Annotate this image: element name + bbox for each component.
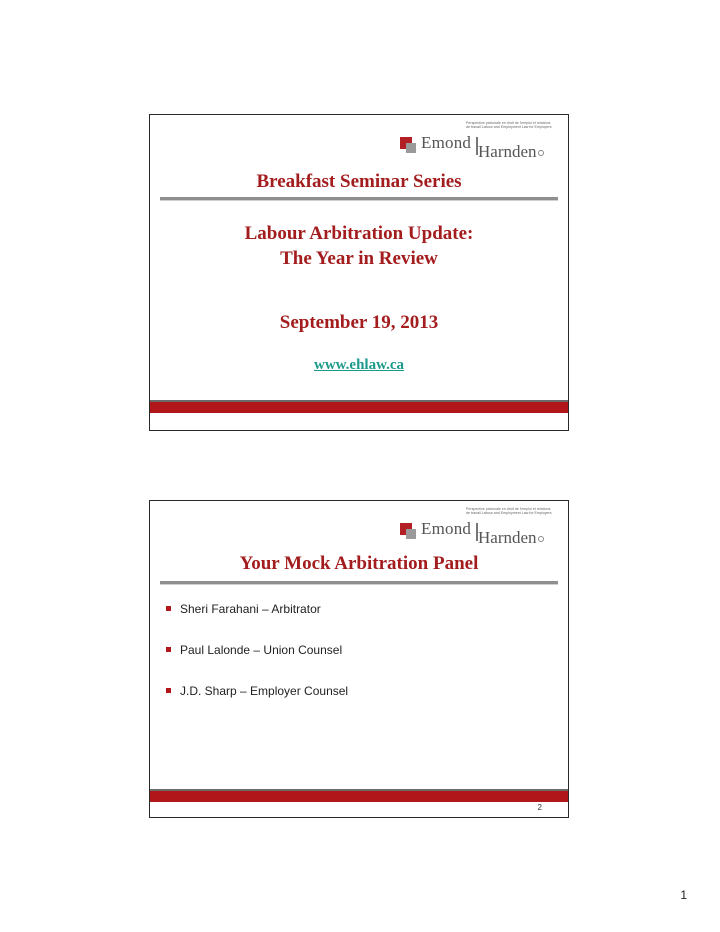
logo-word-emond: Emond	[421, 133, 472, 152]
slide-title: Your Mock Arbitration Panel	[239, 553, 479, 574]
series-title: Breakfast Seminar Series	[256, 171, 462, 192]
list-item	[166, 680, 348, 721]
logo-trademark-icon	[538, 150, 544, 156]
list-item	[166, 639, 348, 680]
slide-1	[149, 114, 569, 431]
list-item-text: Sheri Farahani – Arbitrator	[180, 602, 321, 616]
page-number: 1	[680, 888, 687, 902]
list-item-text: Paul Lalonde – Union Counsel	[180, 643, 343, 657]
logo-word-harnden: Harnden	[478, 528, 537, 547]
title-rule	[160, 197, 558, 201]
logo-tagline: Perspective patronale en droit de l'emploi et relations de travail Labour and Employment Law for Employers	[466, 121, 552, 130]
logo-trademark-icon	[538, 536, 544, 542]
logo-word-harnden: Harnden	[478, 142, 537, 161]
bullet-square-icon	[166, 606, 171, 611]
seminar-date: September 19, 2013	[279, 312, 439, 333]
slide-number: 2	[537, 803, 542, 812]
footer-band	[150, 791, 568, 802]
logo-grey-square	[406, 143, 416, 153]
logo-grey-square	[406, 529, 416, 539]
slide-2	[149, 500, 569, 818]
logo-word-emond: Emond	[421, 519, 472, 538]
panel-list	[166, 598, 348, 721]
bullet-square-icon	[166, 688, 171, 693]
slide-title-line-1: Labour Arbitration Update:	[244, 223, 474, 244]
bullet-square-icon	[166, 647, 171, 652]
slide-title-line-2: The Year in Review	[280, 248, 438, 269]
slide-title	[150, 221, 568, 271]
title-rule	[160, 581, 558, 585]
emond-harnden-logo	[392, 121, 562, 161]
emond-harnden-logo	[392, 507, 562, 547]
logo-tagline: Perspective patronale en droit de l'emploi et relations de travail Labour and Employment Law for Employers	[466, 507, 552, 516]
website-link[interactable]: www.ehlaw.ca	[314, 357, 404, 373]
footer-band	[150, 402, 568, 413]
list-item	[166, 598, 348, 639]
list-item-text: J.D. Sharp – Employer Counsel	[180, 684, 349, 698]
